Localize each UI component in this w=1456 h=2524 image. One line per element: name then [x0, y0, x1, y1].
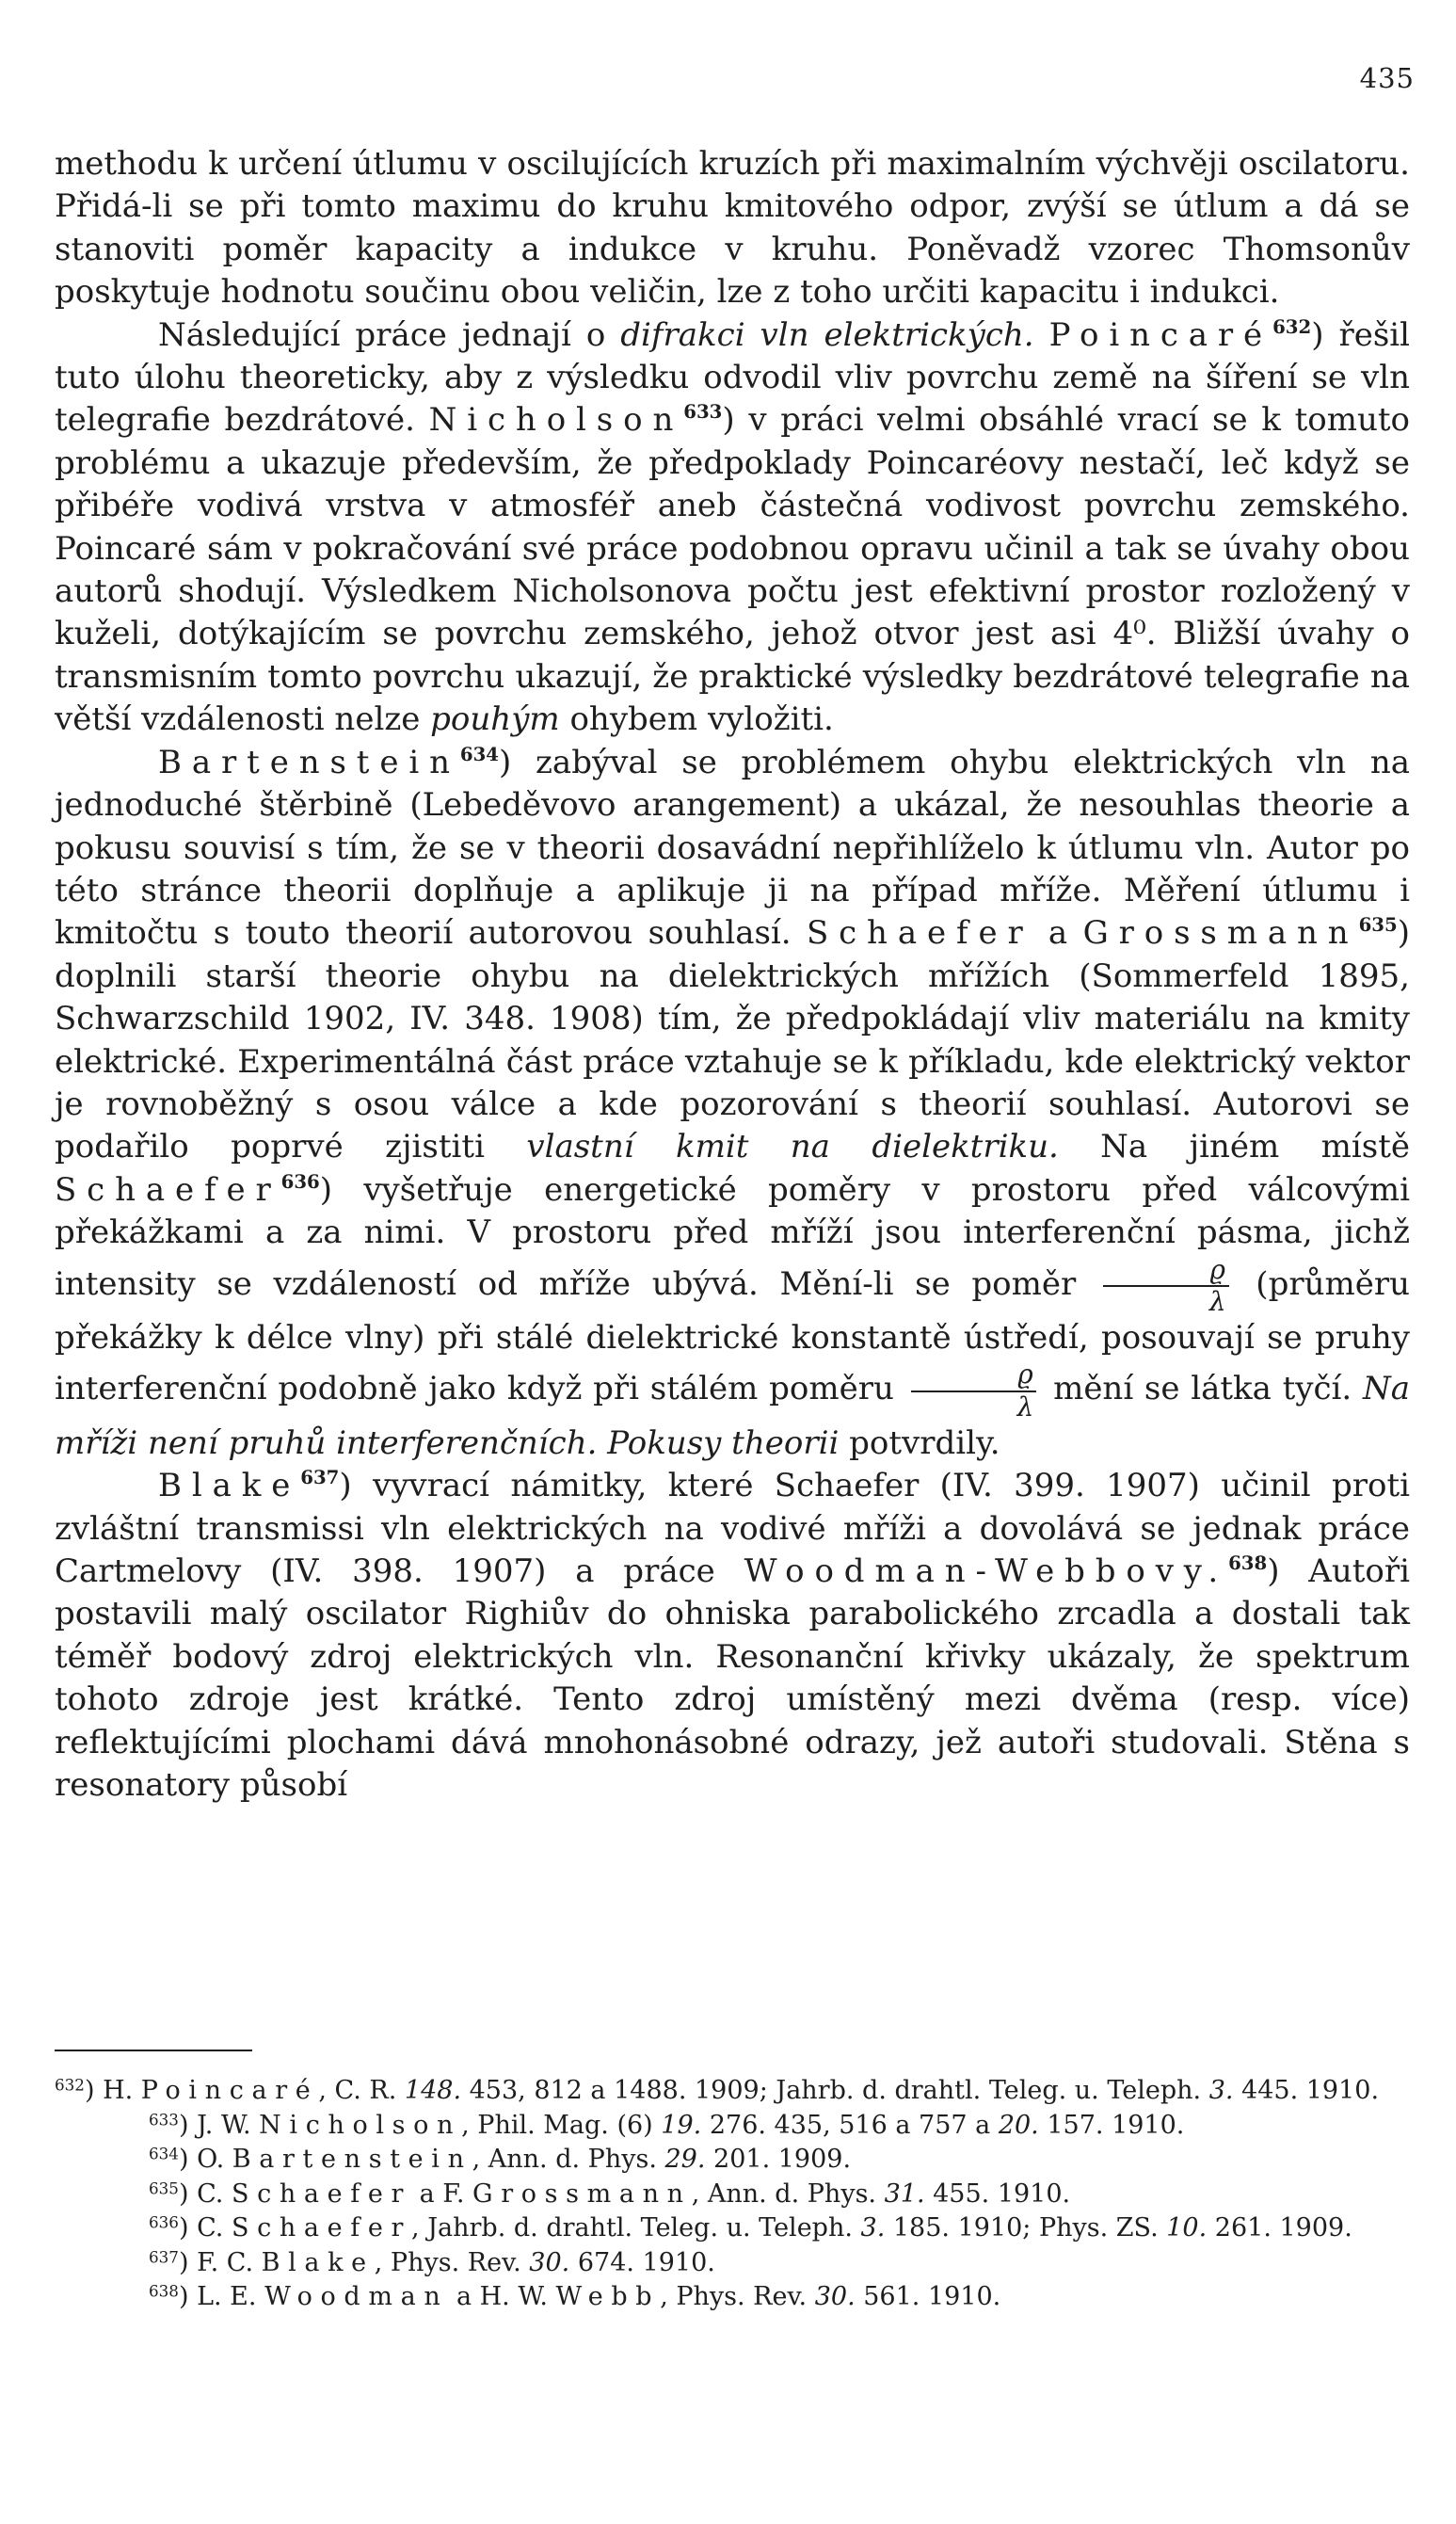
footnote-number: 635 [149, 2178, 179, 2198]
author-name: Nicholson [428, 401, 684, 440]
volume-number: 30. [814, 2282, 856, 2311]
footnote-634: $^{634}$) O. Bartenstein, Ann. d. Phys. 29. 201. 1909. [149, 2144, 852, 2174]
text-run: , Jahrb. d. drahtl. Teleg. u. Teleph. [411, 2213, 861, 2243]
text-run: , Phil. Mag. (6) [461, 2110, 662, 2140]
paragraph-3 [55, 742, 1410, 1465]
text-run: , Ann. d. Phys. [472, 2145, 665, 2174]
text-run: H. [103, 2076, 141, 2105]
text-run: , Ann. d. Phys. [691, 2178, 885, 2209]
author-name: Webb [555, 2282, 661, 2311]
text-run: C. [197, 2213, 232, 2243]
footnotes [55, 2074, 1410, 2315]
volume-number: 31. [884, 2178, 925, 2209]
footnote-ref: 638 [1228, 1551, 1268, 1575]
author-name: Schaefer [55, 1170, 281, 1209]
author-name: Nicholson [259, 2110, 462, 2140]
text-run: ) Autoři postavili malý oscilator Righiův do ohniska parabolického zrcadla a dostali tak téměř bodový zdroj elektrických vln. Resonanční křivky ukázaly, že spektrum tohoto zdroje jest krátké. Tento zdroj umístěný mezi dvěma (resp. více) reflektujícími plochami dává mnohonásobné odrazy, jež autoři studovali. Stěna s resonatory působí [55, 1551, 1410, 1804]
text-run: O. [197, 2145, 232, 2174]
text-run: J. W. [197, 2110, 260, 2140]
footnote-633: $^{633}$) J. W. Nicholson, Phil. Mag. (6) 19. 276. 435, 516 a 757 a 20. 157. 1910. [149, 2110, 1185, 2140]
text-run: 201. 1909. [705, 2145, 852, 2174]
author-name: Grossmann [472, 2178, 692, 2209]
text-run: ) doplnili starší theorie ohybu na dielektrických mřížích (Sommerfeld 1895, Schwarzschild 1902, IV. 348. 1908) tím, že předpokládají vliv materiálu na kmity elektrické. Experimentálná část práce vztahuje se k příkladu, kde elektrický vektor je rovnoběžný s osou válce a kde pozorování s theorií souhlasí. Autorovi se podařilo poprvé zjistiti [55, 914, 1410, 1166]
footnote-638: $^{638}$) L. E. Woodman a H. W. Webb, Phys. Rev. 30. 561. 1910. [149, 2281, 1001, 2311]
text-run: , C. R. [318, 2076, 405, 2105]
page-number: 435 [1359, 62, 1415, 94]
fraction-denominator: λ [1208, 1285, 1226, 1317]
footnote-ref: 634 [459, 742, 500, 765]
volume-number: 10. [1166, 2213, 1208, 2243]
text-run: 445. 1910. [1233, 2076, 1380, 2105]
text-run: 276. 435, 516 a 757 a [701, 2110, 999, 2140]
fraction-denominator: λ [1016, 1391, 1034, 1423]
footnote-divider [55, 2050, 252, 2051]
text-run: ) vyvrací námitky, které Schaefer (IV. 399. 1907) učinil proti zvláštní transmissi vln elektrických na vodivé mříži a dovolává se jednak práce Cartmelovy (IV. 398. 1907) a práce [55, 1467, 1410, 1590]
fraction-numerator: ϱ [1103, 1255, 1229, 1287]
footnote-ref: 635 [1358, 913, 1398, 937]
text-run: a H. W. [448, 2282, 556, 2311]
fraction-rho-lambda [911, 1359, 1037, 1422]
text-run: a [1032, 914, 1083, 953]
fraction-numerator: ϱ [911, 1359, 1037, 1391]
text-run: ) v práci velmi obsáhlé vrací se k tomuto problému a ukazuje především, že předpoklady Poincaréovy nestačí, leč když se přibéře vodivá vrstva v atmosféř aneb částečná vodivost povrchu zemského. Poincaré sám v pokračování své práce podobnou opravu učinil a tak se úvahy obou autorů shodují. Výsledkem Nicholsonova počtu jest efektivní prostor rozložený v kuželi, dotýkajícím se povrchu zemského, jehož otvor jest asi 4⁰. Bližší úvahy o transmisním tomto povrchu ukazují, že praktické výsledky bezdrátové telegrafie na větší vzdálenosti nelze [55, 401, 1410, 739]
italic-term: difrakci vln elektrických. [620, 315, 1034, 354]
text-run: potvrdily. [839, 1423, 1000, 1462]
text-run: C. [197, 2178, 232, 2209]
text-run: ) řešil tuto úlohu theoreticky, aby z výsledku odvodil vliv povrchu země na šíření se vln telegrafie bezdrátové. [55, 315, 1411, 440]
footnote-635: $^{635}$) C. Schaefer a F. Grossmann, Ann. d. Phys. 31. 455. 1910. [149, 2178, 1071, 2209]
text-run: L. E. [197, 2282, 265, 2311]
footnote-ref: 633 [683, 400, 723, 424]
author-name: Schaefer [231, 2213, 412, 2243]
text-run: ) zabýval se problémem ohybu elektrických vln na jednoduché štěrbině (Lebeděvovo arangement) a ukázal, že nesouhlas theorie a pokusu souvisí s tím, že se v theorii dosavádní nepřihlíželo k útlumu vln. Autor po této stránce theorii doplňuje a aplikuje ji na případ mříže. Měření útlumu i kmitočtu s touto theorií autorovou souhlasí. [55, 743, 1410, 953]
footnote-632: $^{632}$) H. Poincaré, C. R. 148. 453, 812 a 1488. 1909; Jahrb. d. drahtl. Teleg. u. Teleph. 3. 445. 1910. [55, 2075, 1380, 2105]
main-text [55, 143, 1410, 1807]
footnote-ref: 636 [280, 1169, 320, 1193]
footnote-number: 636 [149, 2212, 179, 2232]
author-name: Grossmann [1082, 914, 1359, 953]
author-name: Woodman [264, 2282, 449, 2311]
footnote-number: 638 [149, 2281, 179, 2301]
volume-number: 19. [661, 2110, 702, 2140]
footnote-637: $^{637}$) F. C. Blake, Phys. Rev. 30. 674. 1910. [149, 2247, 715, 2277]
volume-number: 30. [529, 2247, 570, 2277]
author-name: Blake [261, 2247, 375, 2277]
text-run: Na jiném místě [1058, 1128, 1410, 1166]
text-run: 261. 1909. [1207, 2213, 1352, 2243]
footnote-number: 633 [149, 2110, 179, 2130]
volume-number: 3. [860, 2213, 886, 2243]
text-run: Následující práce jednají o [158, 315, 621, 354]
footnote-ref: 637 [300, 1466, 340, 1489]
volume-number: 3. [1208, 2076, 1234, 2105]
footnote-636: $^{636}$) C. Schaefer, Jahrb. d. drahtl. Teleg. u. Teleph. 3. 185. 1910; Phys. ZS. 10. 261. 1909. [149, 2212, 1352, 2243]
footnote-number: 634 [149, 2144, 179, 2163]
italic-term: vlastní kmit na dielektriku. [526, 1128, 1059, 1166]
text-run: 674. 1910. [569, 2247, 715, 2277]
text-run: a F. [411, 2178, 473, 2209]
text-run: 185. 1910; Phys. ZS. [885, 2213, 1167, 2243]
author-name: Poincaré [1048, 315, 1273, 354]
footnote-number: 637 [149, 2247, 179, 2267]
author-name: Woodman-Webbovy. [744, 1551, 1229, 1590]
text-run: 561. 1910. [855, 2282, 1001, 2311]
text-run: F. C. [197, 2247, 262, 2277]
text-run: , Phys. Rev. [374, 2247, 530, 2277]
volume-number: 29. [664, 2145, 706, 2174]
text-run: ohybem vyložiti. [559, 700, 834, 739]
footnote-number: 632 [55, 2075, 85, 2095]
text-run: 157. 1910. [1038, 2110, 1185, 2140]
italic-term: Na mříži není pruhů interferenčních. Pokusy theorii [55, 1370, 1410, 1462]
author-name: Schaefer [231, 2178, 412, 2209]
paragraph-2 [55, 314, 1410, 742]
text-run: , Phys. Rev. [660, 2282, 815, 2311]
paragraph-1: methodu k určení útlumu v oscilujících kruzích při maximalním výchvěji oscilatoru. Přidá-li se při tomto maximu do kruhu kmitového odpor, zvýší se útlum a dá se stanoviti poměr kapacity a indukce v kruhu. Poněvadž vzorec Thomsonův poskytuje hodnotu součinu obou veličin, lze z toho určiti kapacitu i indukci. [55, 145, 1410, 312]
text-run: ) vyšetřuje energetické poměry v prostoru před válcovými překážkami a za nimi. V prostoru před mříží jsou interferenční pásma, jichž intensity se vzdáleností od mříže ubývá. Mění-li se poměr [55, 1170, 1410, 1303]
fraction-rho-lambda [1103, 1255, 1229, 1317]
italic-term: pouhým [430, 700, 560, 739]
author-name: Bartenstein [232, 2145, 472, 2174]
author-name: Schaefer [806, 914, 1033, 953]
volume-number: 20. [998, 2110, 1039, 2140]
text-run: 453, 812 a 1488. 1909; Jahrb. d. drahtl. Teleg. u. Teleph. [461, 2076, 1209, 2105]
text-run: (průměru překážky k délce vlny) při stálé dielektrické konstantě ústředí, posouvají se pruhy interferenční podobně jako když při stálém poměru [55, 1264, 1411, 1408]
text-run [1034, 316, 1049, 354]
volume-number: 148. [404, 2076, 462, 2105]
text-run: mění se látka tyčí. [1042, 1370, 1363, 1408]
author-name: Blake [158, 1467, 301, 1505]
footnote-ref: 632 [1272, 314, 1312, 338]
paragraph-4 [55, 1465, 1410, 1807]
author-name: Poincaré [140, 2076, 319, 2105]
text-run: 455. 1910. [924, 2178, 1071, 2209]
author-name: Bartenstein [158, 743, 460, 781]
